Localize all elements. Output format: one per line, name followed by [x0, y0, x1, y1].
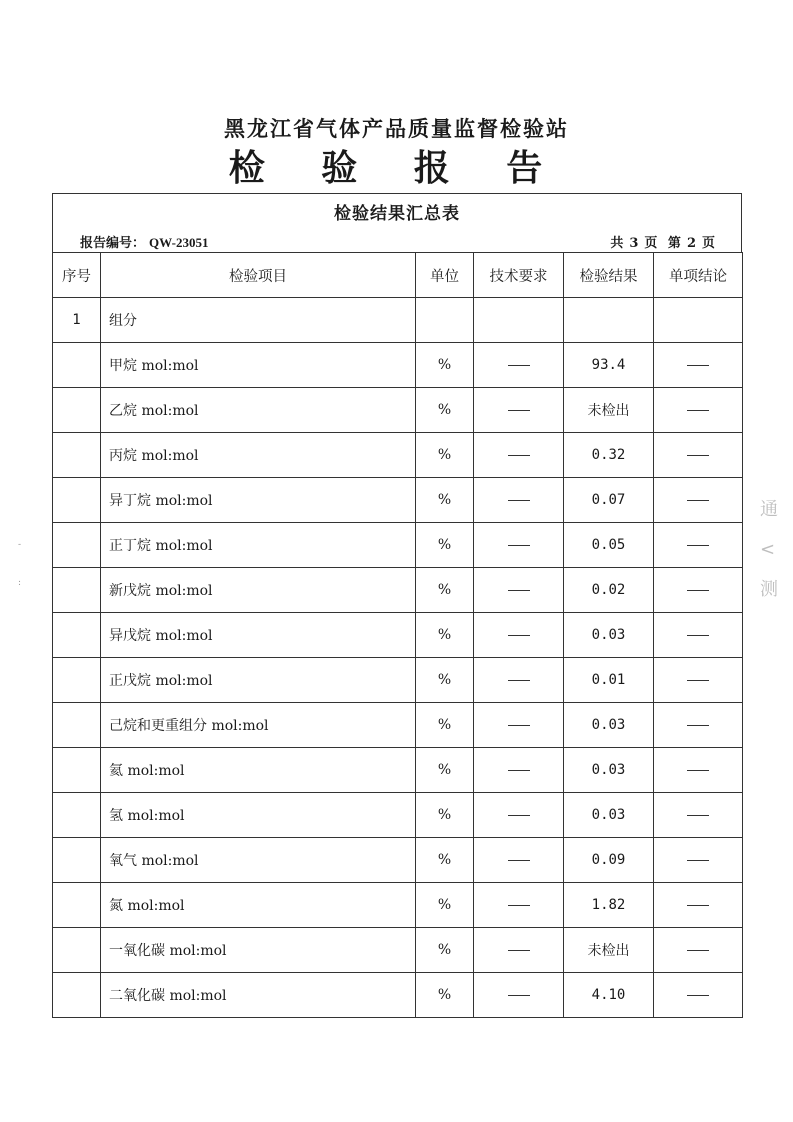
row-result: 0.32: [564, 433, 654, 478]
row-requirement: [474, 838, 564, 883]
dash-mark: [687, 950, 709, 951]
dash-mark: [687, 815, 709, 816]
row-unit: %: [416, 973, 474, 1018]
table-row: [53, 928, 743, 973]
group-row: [53, 298, 743, 343]
row-item: 二氧化碳 mol:mol: [101, 973, 416, 1018]
row-number-cell: [53, 928, 101, 973]
table-row: [53, 568, 743, 613]
row-requirement: [474, 343, 564, 388]
page-unit-2: 页: [701, 236, 715, 251]
row-result: 0.01: [564, 658, 654, 703]
table-row: [53, 703, 743, 748]
row-number-cell: [53, 793, 101, 838]
dash-mark: [687, 860, 709, 861]
table-row: [53, 973, 743, 1018]
dash-mark: [508, 815, 530, 816]
row-item: 乙烷 mol:mol: [101, 388, 416, 433]
table-row: [53, 388, 743, 433]
row-unit: %: [416, 658, 474, 703]
dash-mark: [687, 680, 709, 681]
row-unit: %: [416, 928, 474, 973]
row-conclusion: [654, 658, 743, 703]
row-unit: %: [416, 433, 474, 478]
row-unit: %: [416, 748, 474, 793]
report-title: 检 验 报 告: [228, 147, 565, 189]
report-number-value: QW-23051: [149, 235, 209, 250]
row-result: 0.02: [564, 568, 654, 613]
dash-mark: [687, 725, 709, 726]
table-row: [53, 343, 743, 388]
dash-mark: [508, 410, 530, 411]
column-header-conclusion: 单项结论: [654, 253, 743, 298]
row-item: 氮 mol:mol: [101, 883, 416, 928]
row-item: 新戊烷 mol:mol: [101, 568, 416, 613]
row-requirement: [474, 658, 564, 703]
dash-mark: [508, 950, 530, 951]
scan-mark: -: [18, 540, 22, 550]
dash-mark: [508, 365, 530, 366]
row-requirement: [474, 928, 564, 973]
row-requirement: [474, 793, 564, 838]
table-header-row: [53, 253, 743, 298]
dash-mark: [508, 455, 530, 456]
dash-mark: [687, 500, 709, 501]
column-header-result: 检验结果: [564, 253, 654, 298]
row-requirement: [474, 388, 564, 433]
row-unit: %: [416, 838, 474, 883]
row-number-cell: [53, 973, 101, 1018]
row-conclusion: [654, 973, 743, 1018]
row-unit: %: [416, 478, 474, 523]
row-number-cell: [53, 343, 101, 388]
dash-mark: [508, 635, 530, 636]
row-conclusion: [654, 883, 743, 928]
dash-mark: [508, 590, 530, 591]
row-conclusion: [654, 703, 743, 748]
row-result: 0.03: [564, 703, 654, 748]
row-result: 4.10: [564, 973, 654, 1018]
row-number-cell: [53, 388, 101, 433]
row-item: 氧气 mol:mol: [101, 838, 416, 883]
table-row: [53, 433, 743, 478]
row-item: 丙烷 mol:mol: [101, 433, 416, 478]
report-number-label: 报告编号：: [80, 235, 146, 250]
row-requirement: [474, 613, 564, 658]
dash-mark: [508, 770, 530, 771]
row-unit: %: [416, 568, 474, 613]
row-item: 甲烷 mol:mol: [101, 343, 416, 388]
row-result: 0.07: [564, 478, 654, 523]
column-header-no: 序号: [53, 253, 101, 298]
dash-mark: [687, 455, 709, 456]
dash-mark: [508, 680, 530, 681]
row-number-cell: [53, 838, 101, 883]
row-result: 未检出: [564, 388, 654, 433]
row-result: 0.05: [564, 523, 654, 568]
row-result: 93.4: [564, 343, 654, 388]
row-item: 正丁烷 mol:mol: [101, 523, 416, 568]
dash-mark: [687, 365, 709, 366]
row-result: 0.09: [564, 838, 654, 883]
dash-mark: [687, 770, 709, 771]
table-row: [53, 748, 743, 793]
row-requirement: [474, 748, 564, 793]
row-requirement: [474, 523, 564, 568]
row-conclusion: [654, 748, 743, 793]
scan-mark: :: [18, 578, 22, 588]
seal-stamp-fragment: 通 < 测: [760, 499, 778, 600]
row-conclusion: [654, 343, 743, 388]
row-number-cell: [53, 658, 101, 703]
row-unit: %: [416, 703, 474, 748]
row-result: 未检出: [564, 928, 654, 973]
row-requirement: [474, 568, 564, 613]
table-row: [53, 613, 743, 658]
dash-mark: [687, 590, 709, 591]
page-prefix: 第: [667, 236, 681, 251]
row-conclusion: [654, 793, 743, 838]
row-number-cell: [53, 478, 101, 523]
dash-mark: [687, 410, 709, 411]
row-requirement: [474, 973, 564, 1018]
dash-mark: [508, 995, 530, 996]
dash-mark: [508, 725, 530, 726]
row-item: 异丁烷 mol:mol: [101, 478, 416, 523]
row-number-cell: [53, 883, 101, 928]
column-header-unit: 单位: [416, 253, 474, 298]
dash-mark: [508, 905, 530, 906]
row-number-cell: [53, 433, 101, 478]
row-unit: %: [416, 388, 474, 433]
table-row: [53, 523, 743, 568]
table-row: [53, 478, 743, 523]
report-number: [80, 232, 208, 251]
results-table: [52, 252, 743, 1018]
row-requirement: [474, 883, 564, 928]
row-conclusion: [654, 388, 743, 433]
row-conclusion: [654, 478, 743, 523]
row-conclusion: [654, 568, 743, 613]
row-unit: %: [416, 523, 474, 568]
row-result: 0.03: [564, 748, 654, 793]
row-unit: %: [416, 343, 474, 388]
page-total: 3: [629, 236, 639, 251]
dash-mark: [687, 545, 709, 546]
page-total-prefix: 共: [610, 236, 624, 251]
row-result: 0.03: [564, 613, 654, 658]
page-info: [607, 232, 718, 251]
row-result: 1.82: [564, 883, 654, 928]
row-conclusion: [654, 928, 743, 973]
dash-mark: [687, 995, 709, 996]
dash-mark: [508, 545, 530, 546]
row-number-cell: [53, 568, 101, 613]
column-header-requirement: 技术要求: [474, 253, 564, 298]
table-row: [53, 658, 743, 703]
row-conclusion: [654, 433, 743, 478]
page-current: 2: [686, 236, 696, 251]
row-number-cell: [53, 523, 101, 568]
row-item: 己烷和更重组分 mol:mol: [101, 703, 416, 748]
row-number-cell: [53, 748, 101, 793]
row-item: 正戊烷 mol:mol: [101, 658, 416, 703]
page-unit: 页: [644, 236, 658, 251]
row-item: 氢 mol:mol: [101, 793, 416, 838]
row-unit: %: [416, 793, 474, 838]
group-number: 1: [53, 298, 101, 343]
summary-title: 检验结果汇总表: [334, 204, 460, 224]
row-conclusion: [654, 523, 743, 568]
row-requirement: [474, 433, 564, 478]
row-item: 一氧化碳 mol:mol: [101, 928, 416, 973]
row-number-cell: [53, 703, 101, 748]
row-result: 0.03: [564, 793, 654, 838]
column-header-item: 检验项目: [101, 253, 416, 298]
table-row: [53, 838, 743, 883]
table-row: [53, 883, 743, 928]
row-requirement: [474, 478, 564, 523]
row-requirement: [474, 703, 564, 748]
row-item: 氦 mol:mol: [101, 748, 416, 793]
row-unit: %: [416, 613, 474, 658]
row-number-cell: [53, 613, 101, 658]
dash-mark: [508, 860, 530, 861]
table-row: [53, 793, 743, 838]
dash-mark: [687, 635, 709, 636]
row-unit: %: [416, 883, 474, 928]
group-name: 组分: [101, 298, 416, 343]
row-conclusion: [654, 838, 743, 883]
dash-mark: [687, 905, 709, 906]
dash-mark: [508, 500, 530, 501]
organization-title: 黑龙江省气体产品质量监督检验站: [224, 116, 569, 141]
row-conclusion: [654, 613, 743, 658]
row-item: 异戊烷 mol:mol: [101, 613, 416, 658]
